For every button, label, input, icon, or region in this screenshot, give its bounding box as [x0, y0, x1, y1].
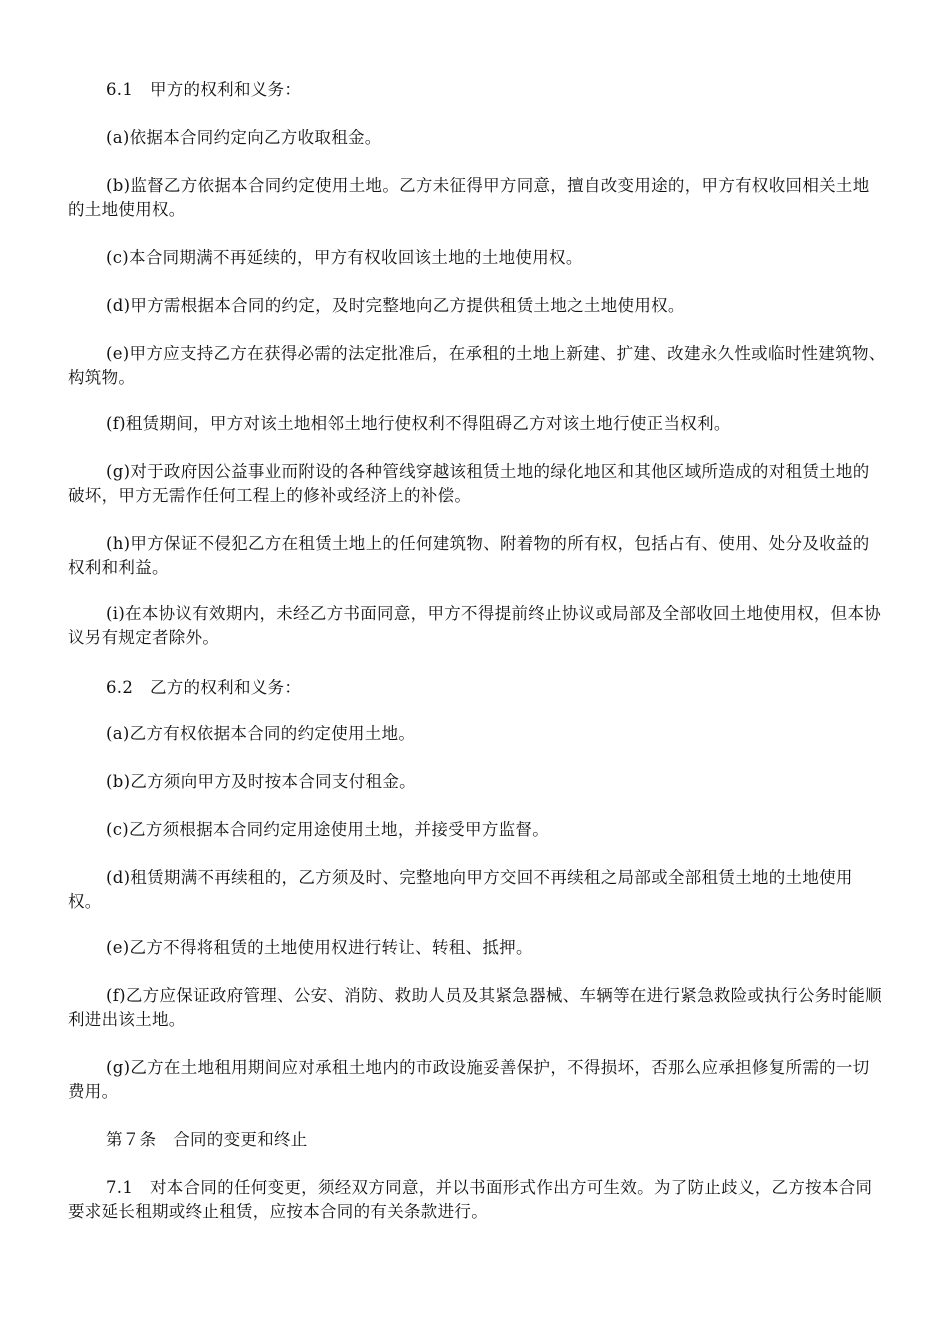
clause-6-1-g: (g)对于政府因公益事业而附设的各种管线穿越该租赁土地的绿化地区和其他区域所造成的对租赁土地的破坏，甲方无需作任何工程上的修补或经济上的补偿。	[68, 462, 870, 505]
clause-6-2-e: (e)乙方不得将租赁的土地使用权进行转让、转租、抵押。	[106, 938, 533, 957]
article-7-heading: 第７条 合同的变更和终止	[106, 1130, 308, 1149]
clause-6-1-i: (i)在本协议有效期内，未经乙方书面同意，甲方不得提前终止协议或局部及全部收回土地使用权，但本协议另有规定者除外。	[68, 604, 882, 647]
clause-6-2-a: (a)乙方有权依据本合同的约定使用土地。	[106, 724, 416, 743]
clause-6-1-b: (b)监督乙方依据本合同约定使用土地。乙方未征得甲方同意，擅自改变用途的，甲方有权收回相关土地的土地使用权。	[68, 176, 870, 219]
clause-6-2-b: (b)乙方须向甲方及时按本合同支付租金。	[106, 772, 416, 791]
section-heading-6-2: 6.2 乙方的权利和义务：	[106, 678, 302, 697]
clause-6-2-g: (g)乙方在土地租用期间应对承租土地内的市政设施妥善保护，不得损坏，否那么应承担修复所需的一切费用。	[68, 1058, 870, 1101]
clause-6-1-e: (e)甲方应支持乙方在获得必需的法定批准后，在承租的土地上新建、扩建、改建永久性或临时性建筑物、构筑物。	[68, 344, 886, 387]
clause-6-1-f: (f)租赁期间，甲方对该土地相邻土地行使权利不得阻碍乙方对该土地行使正当权利。	[106, 414, 731, 433]
clause-6-2-c: (c)乙方须根据本合同约定用途使用土地，并接受甲方监督。	[106, 820, 550, 839]
clause-7-1: 7.1 对本合同的任何变更，须经双方同意，并以书面形式作出方可生效。为了防止歧义，乙方按本合同要求延长租期或终止租赁，应按本合同的有关条款进行。	[68, 1178, 873, 1221]
clause-6-1-h: (h)甲方保证不侵犯乙方在租赁土地上的任何建筑物、附着物的所有权，包括占有、使用、处分及收益的权利和利益。	[68, 534, 870, 577]
clause-6-1-c: (c)本合同期满不再延续的，甲方有权收回该土地的土地使用权。	[106, 248, 583, 267]
clause-6-1-a: (a)依据本合同约定向乙方收取租金。	[106, 128, 382, 147]
clause-6-2-f: (f)乙方应保证政府管理、公安、消防、救助人员及其紧急器械、车辆等在进行紧急救险或执行公务时能顺利进出该土地。	[68, 986, 882, 1029]
clause-6-1-d: (d)甲方需根据本合同的约定，及时完整地向乙方提供租赁土地之土地使用权。	[106, 296, 685, 315]
clause-6-2-d: (d)租赁期满不再续租的，乙方须及时、完整地向甲方交回不再续租之局部或全部租赁土地的土地使用权。	[68, 868, 853, 911]
section-heading-6-1: 6.1 甲方的权利和义务：	[106, 80, 302, 99]
